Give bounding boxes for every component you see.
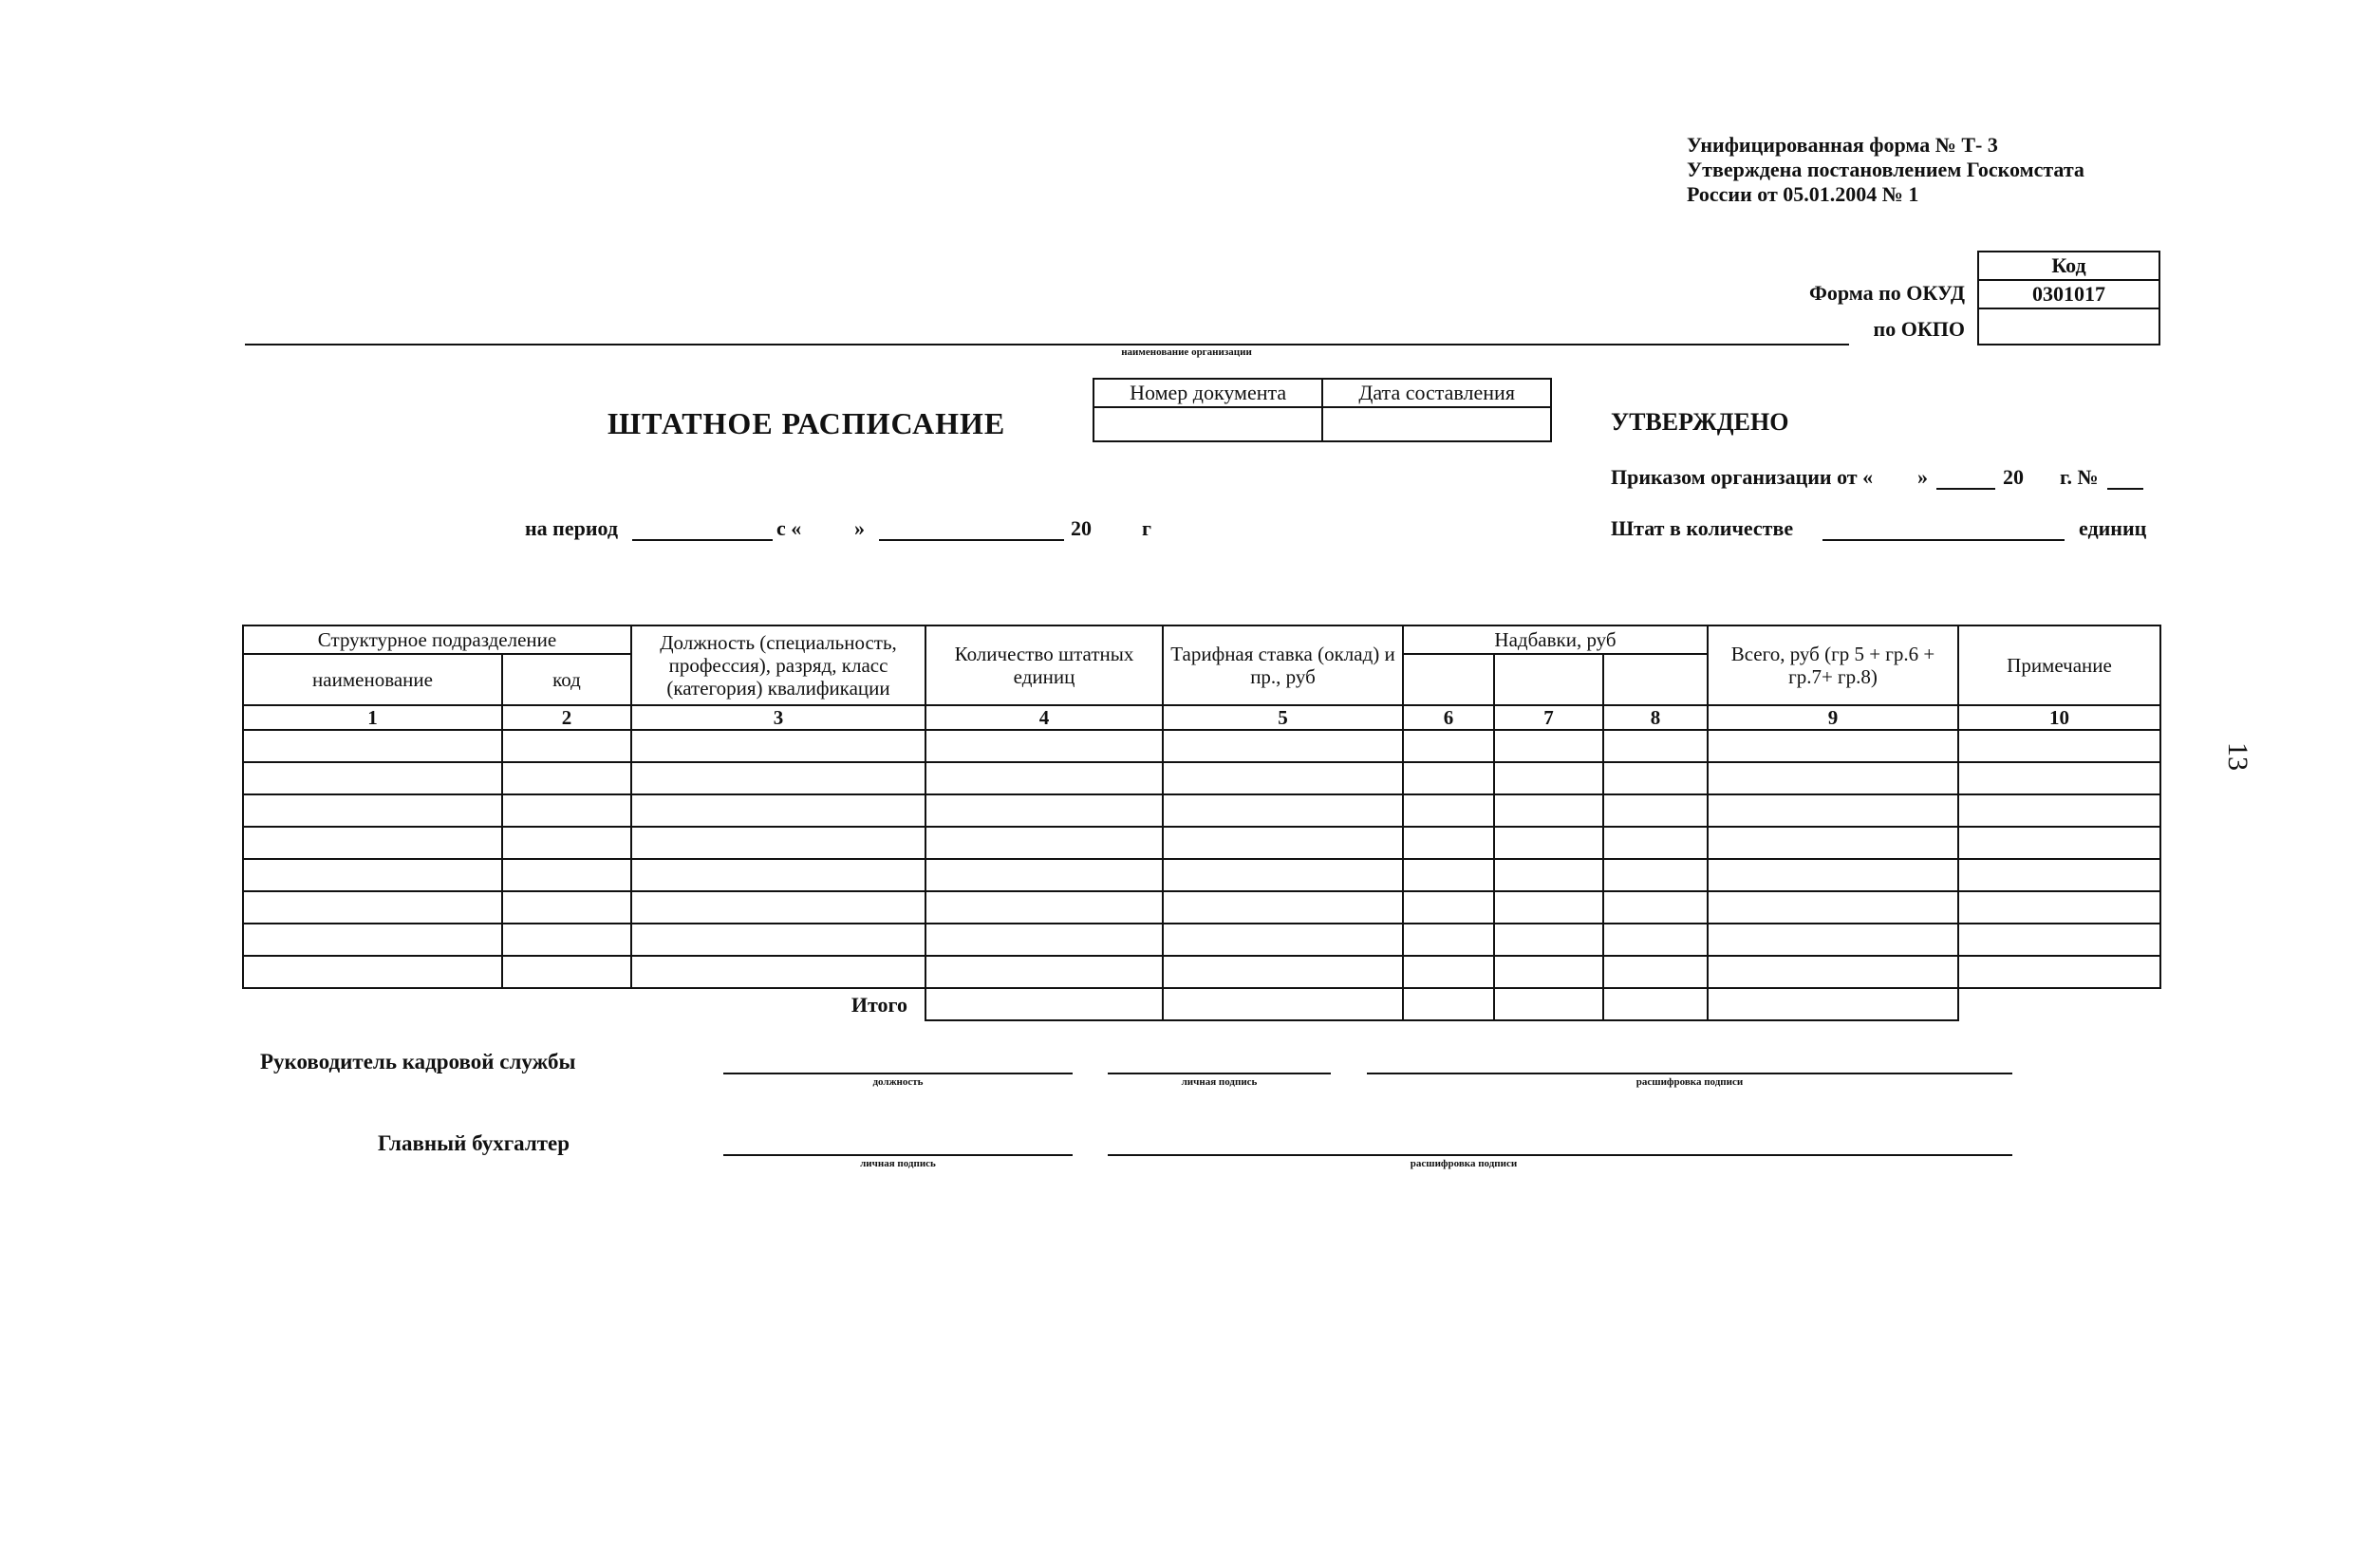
order-number-field[interactable] — [2107, 488, 2143, 490]
col-number-2: 2 — [502, 705, 631, 730]
form-approval-date: России от 05.01.2004 № 1 — [1687, 182, 1919, 206]
col-number-1: 1 — [243, 705, 502, 730]
code-header: Код — [1978, 252, 2159, 280]
staff-prefix: Штат в количестве — [1611, 516, 1794, 540]
col-number-9: 9 — [1708, 705, 1958, 730]
page-number: 13 — [2222, 742, 2253, 771]
order-mid: » — [1917, 465, 1928, 489]
acc-signature-caption: личная подпись — [860, 1158, 936, 1169]
hr-position-caption: должность — [872, 1076, 924, 1088]
total-row — [243, 988, 2160, 1020]
doc-number-table — [1093, 378, 1552, 442]
total-count[interactable] — [925, 988, 1163, 1020]
header-bonus-2 — [1494, 654, 1603, 705]
table-row — [243, 827, 2160, 859]
hr-head-label: Руководитель кадровой службы — [260, 1050, 576, 1073]
okud-value[interactable]: 0301017 — [1978, 280, 2159, 308]
col-number-10: 10 — [1958, 705, 2160, 730]
hr-signature-field[interactable] — [1108, 1073, 1331, 1074]
hr-position-field[interactable] — [723, 1073, 1073, 1074]
period-prefix: на период — [525, 516, 619, 540]
hr-decoding-field[interactable] — [1367, 1073, 2012, 1074]
acc-signature-field[interactable] — [723, 1154, 1073, 1156]
approved-heading: УТВЕРЖДЕНО — [1611, 408, 1789, 436]
org-name-field[interactable] — [245, 344, 1849, 345]
header-position: Должность (специальность, профессия), разряд, класс (категория) квалификации — [631, 625, 925, 705]
period-start-field[interactable] — [632, 539, 773, 541]
table-row — [243, 859, 2160, 891]
doc-date-field[interactable] — [1322, 407, 1551, 441]
org-name-caption: наименование организации — [1121, 346, 1252, 358]
total-bonus-2[interactable] — [1494, 988, 1603, 1020]
table-row — [243, 924, 2160, 956]
staff-count-field[interactable] — [1822, 539, 2065, 541]
okpo-value[interactable] — [1978, 308, 2159, 345]
header-count: Количество штатных единиц — [925, 625, 1163, 705]
staff-suffix: единиц — [2079, 516, 2147, 540]
doc-number-header: Номер документа — [1093, 379, 1322, 407]
code-table — [1977, 251, 2160, 345]
col-number-8: 8 — [1603, 705, 1708, 730]
acc-decoding-caption: расшифровка подписи — [1410, 1158, 1518, 1169]
header-structural-unit: Структурное подразделение — [243, 625, 631, 654]
period-from: с « — [776, 516, 802, 540]
header-code: код — [502, 654, 631, 705]
col-number-7: 7 — [1494, 705, 1603, 730]
total-sum[interactable] — [1708, 988, 1958, 1020]
accountant-label: Главный бухгалтер — [378, 1131, 570, 1155]
header-bonus-1 — [1403, 654, 1494, 705]
total-label: Итого — [850, 992, 907, 1017]
acc-decoding-field[interactable] — [1108, 1154, 2012, 1156]
okpo-label: по ОКПО — [1873, 317, 1965, 341]
total-bonus-1[interactable] — [1403, 988, 1494, 1020]
table-row — [243, 891, 2160, 924]
table-row — [243, 956, 2160, 988]
period-close: » — [854, 516, 865, 540]
col-number-3: 3 — [631, 705, 925, 730]
form-info — [1687, 133, 2084, 207]
header-rate: Тарифная ставка (оклад) и пр., руб — [1163, 625, 1403, 705]
period-year: 20 — [1071, 516, 1092, 540]
hr-decoding-caption: расшифровка подписи — [1635, 1076, 1744, 1088]
col-number-6: 6 — [1403, 705, 1494, 730]
okud-label: Форма по ОКУД — [1809, 281, 1965, 305]
header-bonuses: Надбавки, руб — [1403, 625, 1708, 654]
table-row — [243, 730, 2160, 762]
page-title: ШТАТНОЕ РАСПИСАНИЕ — [607, 406, 1006, 440]
order-prefix: Приказом организации от « — [1611, 465, 1874, 489]
order-year: 20 — [2003, 465, 2024, 489]
period-month-field[interactable] — [879, 539, 1064, 541]
order-suffix: г. № — [2060, 465, 2099, 489]
col-number-4: 4 — [925, 705, 1163, 730]
header-total: Всего, руб (гр 5 + гр.6 + гр.7+ гр.8) — [1708, 625, 1958, 705]
doc-number-field[interactable] — [1093, 407, 1322, 441]
form-number: Унифицированная форма № Т- 3 — [1687, 133, 1998, 157]
staff-table — [242, 625, 2161, 1021]
table-row — [243, 762, 2160, 794]
period-suffix: г — [1142, 516, 1151, 540]
header-note: Примечание — [1958, 625, 2160, 705]
header-name: наименование — [243, 654, 502, 705]
order-month-field[interactable] — [1936, 488, 1995, 490]
table-row — [243, 794, 2160, 827]
hr-signature-caption: личная подпись — [1181, 1076, 1258, 1088]
doc-date-header: Дата составления — [1322, 379, 1551, 407]
total-bonus-3[interactable] — [1603, 988, 1708, 1020]
form-approval: Утверждена постановлением Госкомстата — [1687, 158, 2084, 181]
total-rate[interactable] — [1163, 988, 1403, 1020]
header-bonus-3 — [1603, 654, 1708, 705]
col-number-5: 5 — [1163, 705, 1403, 730]
